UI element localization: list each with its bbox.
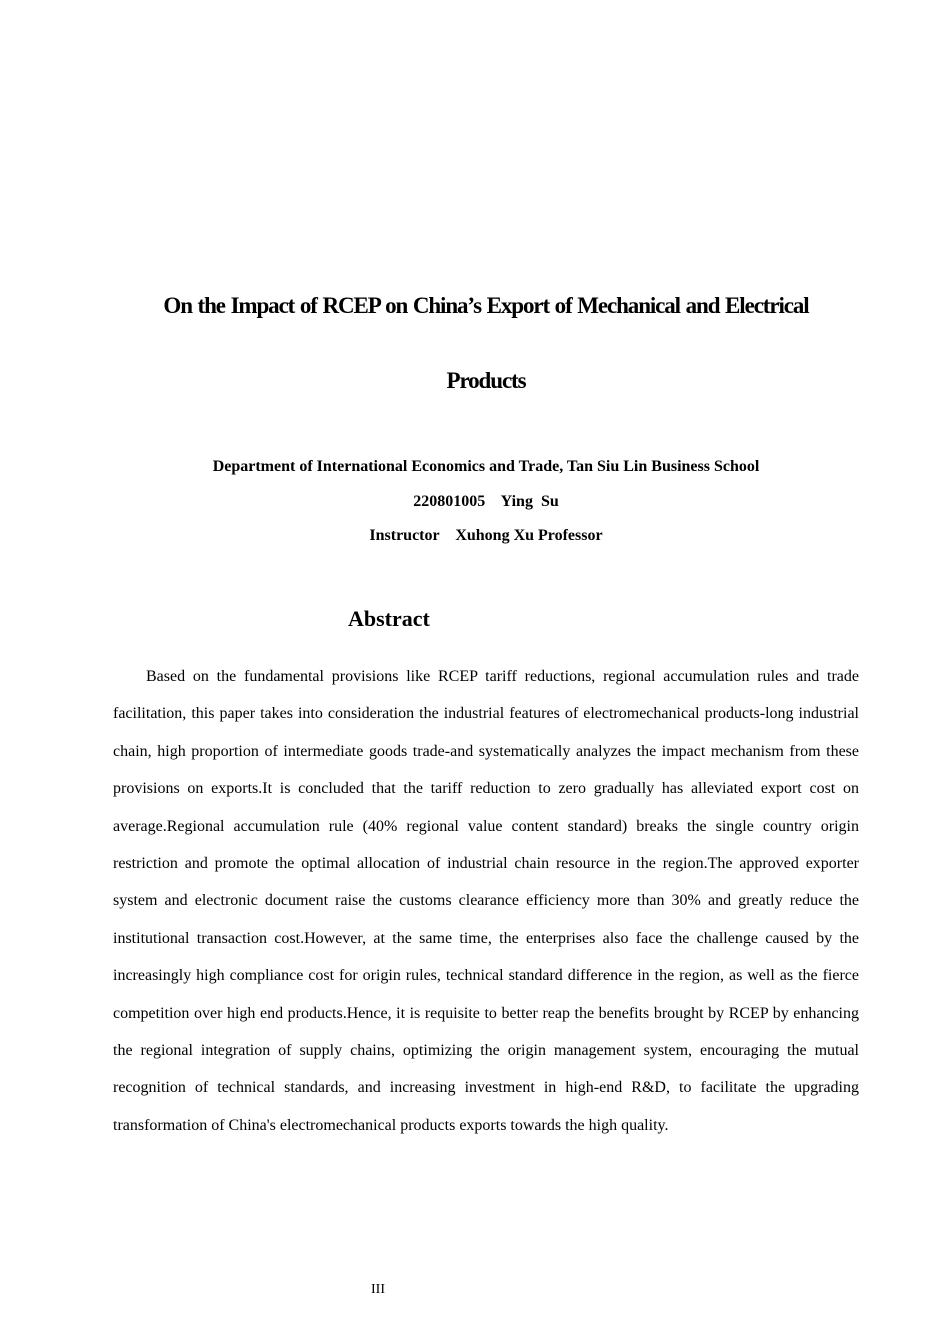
student-id-and-name: 220801005 Ying Su: [413, 493, 559, 510]
paper-title-line-2: Products: [446, 368, 526, 393]
page-number: III: [371, 1282, 385, 1297]
abstract-body: Based on the fundamental provisions like RCEP tariff reductions, regional accumulation rules and trade facilitation, this paper takes into consideration the industrial features of electromechanical products-long industrial chain, high proportion of intermediate goods trade-and systematically analyzes the impact mechanism from these provisions on exports.It is concluded that the tariff reduction to zero gradually has alleviated export cost on average.Regional accumulation rule (40% regional value content standard) breaks the single country origin restriction and promote the optimal allocation of industrial chain resource in the region.The approved exporter system and electronic document raise the customs clearance efficiency more than 30% and greatly reduce the institutional transaction cost.However, at the same time, the enterprises also face the challenge caused by the increasingly high compliance cost for origin rules, technical standard difference in the region, as well as the fierce competition over high end products.Hence, it is requisite to better reap the benefits brought by RCEP by enhancing the regional integration of supply chains, optimizing the origin management system, encouraging the mutual recognition of technical standards, and increasing investment in high-end R&D, to facilitate the upgrading transformation of China's electromechanical products exports towards the high quality.: [113, 668, 859, 1134]
paper-title-line-1: On the Impact of RCEP on China’s Export of Mechanical and Electrical: [163, 293, 809, 318]
author-affiliation: Department of International Economics and Trade, Tan Siu Lin Business School: [212, 458, 760, 475]
instructor-line: Instructor Xuhong Xu Professor: [369, 527, 603, 544]
abstract-heading: Abstract: [348, 606, 430, 631]
